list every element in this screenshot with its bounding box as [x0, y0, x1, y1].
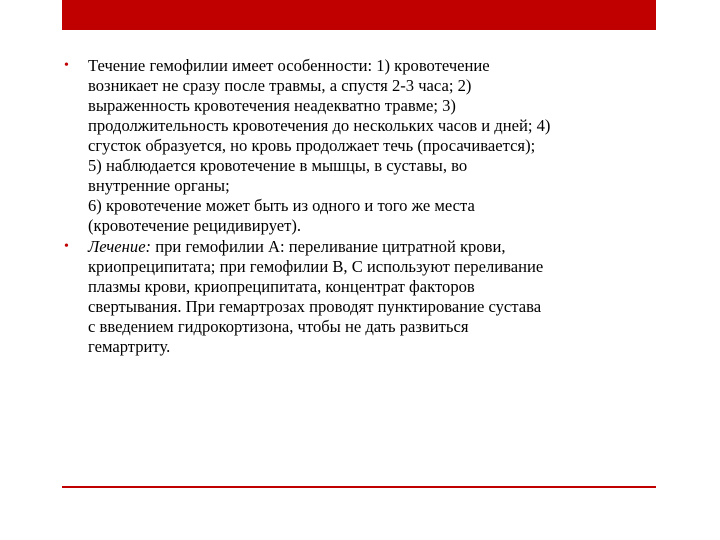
- slide-content: [62, 56, 660, 358]
- text-line: возникает не сразу после травмы, а спустя 2-3 часа; 2): [88, 76, 472, 95]
- text-line: гемартриту.: [88, 337, 171, 356]
- text-line: продолжительность кровотечения до нескольких часов и дней; 4): [88, 116, 551, 135]
- bullet-icon: •: [64, 239, 69, 254]
- text-line: 5) наблюдается кровотечение в мышцы, в суставы, во: [88, 156, 468, 175]
- treatment-heading: Лечение:: [88, 237, 152, 256]
- text-line: 6) кровотечение может быть из одного и того же места: [88, 196, 475, 215]
- header-accent-band: [62, 0, 656, 30]
- text-line: Течение гемофилии имеет особенности: 1) кровотечение: [88, 56, 490, 75]
- footer-accent-rule: [62, 486, 656, 488]
- bullet-item-treatment: [62, 237, 660, 357]
- bullet-item-course: [62, 56, 660, 236]
- text-line: (кровотечение рецидивирует).: [88, 216, 302, 235]
- text-line: [88, 237, 660, 257]
- text-line: сгусток образуется, но кровь продолжает течь (просачивается);: [88, 136, 536, 155]
- text-run: при гемофилии А: переливание цитратной крови,: [151, 237, 506, 256]
- text-line: выраженность кровотечения неадекватно травме; 3): [88, 96, 456, 115]
- bullet-icon: •: [64, 58, 69, 73]
- text-line: внутренние органы;: [88, 176, 230, 195]
- text-line: криопреципитата; при гемофилии В, С используют переливание: [88, 257, 544, 276]
- bullet-list: [62, 56, 660, 357]
- text-line: свертывания. При гемартрозах проводят пунктирование сустава: [88, 297, 542, 316]
- text-line: плазмы крови, криопреципитата, концентрат факторов: [88, 277, 475, 296]
- text-line: с введением гидрокортизона, чтобы не дать развиться: [88, 317, 469, 336]
